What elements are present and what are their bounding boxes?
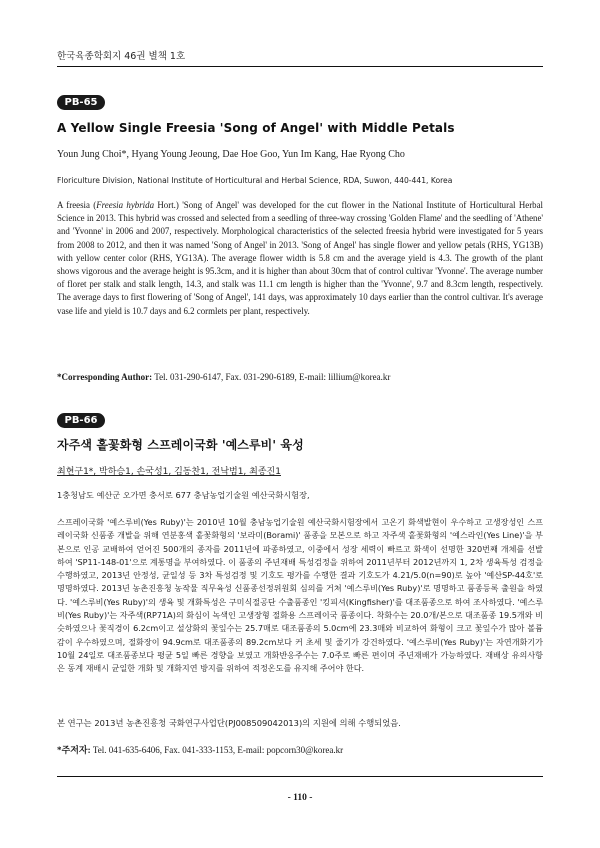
abstract-text-pre: A freesia ( xyxy=(57,200,97,210)
page-number: - 110 - xyxy=(287,793,313,803)
author-list: Youn Jung Choi*, Hyang Young Jeoung, Dae Hoe Goo, Yun Im Kang, Hae Ryong Cho xyxy=(57,149,405,160)
corresponding-author xyxy=(57,743,543,756)
abstract-id-badge: PB-65 xyxy=(57,95,105,110)
footer-rule xyxy=(57,776,543,777)
affiliation: Floriculture Division, National Institute of Horticultural and Herbal Science, RDA, Suwon, 440-441, Korea xyxy=(57,176,453,185)
abstract-title: 자주색 홑꽃화형 스프레이국화 '예스루비' 육성 xyxy=(57,438,304,452)
abstract-id-badge: PB-66 xyxy=(57,413,105,428)
abstract-body: 스프레이국화 '예스루비(Yes Ruby)'는 2010년 10월 충남농업기술원 예산국화시험장에서 고온기 화색발현이 우수하고 고생장성인 스프레이국화 신품종 개발을 위해 연분홍색 홑꽃화형의 '보라미(Borami)' 품종을 모본으로 하고 자주색 홑꽃화형의 '예스라인(Yes Line)'을 부본으로 인공 교배하여 얻어진 500개의 종자를 2011년에 파종하였고, 이중에서 성장 세력이 빠르고 화색이 선명한 320번째 개체를 선발하여 'SP11-148-01'으로 계통명을 부여하였다. 이 품종의 주년재배 특성검정을 위하여 2011년부터 2012년까지 1, 2차 생육특성 검정을 수행하였고, 2013년 안정성, 균일성 등 3차 특성검정 및 기호도 평가를 수행한 결과 기호도가 4.21/5.0(n=90)로 높아 '예산SP-44호'로 명명하였다. 2013년 농촌진흥청 농작물 직무육성 신품종선정위원회 심의를 거쳐 '예스루비(Yes Ruby)'로 명명하고 품종등록 출원을 하였다. '예스루비(Yes Ruby)'의 생육 및 개화특성은 구미식절공단 수출품종인 '킹피셔(Kingfisher)'를 대조품종으로 하여 조사하였다. '예스루비(Yes Ruby)'는 자주색(RP71A)의 화심이 녹색인 고생장형 절화용 스프레이국 품종이다. 착화수는 20.0개/본으로 대조품종 19.5개와 비슷하였으나 꽃직경이 6.2cm이고 설상화의 꽃잎수는 25.7매로 대조품종의 5.0cm에 23.3매와 비교하여 화형이 크고 꽃잎수가 많아 볼륨감이 우수하였으며, 절화장이 94.9cm로 대조품종의 89.2cm보다 커 초세 및 줄기가 강건하였다. '예스루비(Yes Ruby)'는 자연개화기가 10월 24일로 대조품종보다 평균 5일 빠른 경향을 보였고 개화반응주수는 7.0주로 빠른 편이며 주년재배가 가능하였다. 재배상 유의사항은 동계 재배시 균일한 개화 및 개화지연 방지를 위하여 적정온도를 유지해 주어야 한다. xyxy=(57,517,543,674)
corresponding-author-contact: Tel. 031-290-6147, Fax. 031-290-6189, E-mail: lillium@korea.kr xyxy=(152,372,391,382)
corresponding-author xyxy=(57,372,543,382)
affiliation: 1충청남도 예산군 오가면 충서로 677 충남농업기술원 예산국화시험장, xyxy=(57,490,310,500)
corresponding-author-contact: Tel. 041-635-6406, Fax. 041-333-1153, E-mail: popcorn30@korea.kr xyxy=(90,745,344,755)
abstract-title: A Yellow Single Freesia 'Song of Angel' with Middle Petals xyxy=(57,121,455,135)
acknowledgement: 본 연구는 2013년 농촌진흥청 국화연구사업단(PJ008509042013)의 지원에 의해 수행되었음. xyxy=(57,718,401,728)
corresponding-author-label: *Corresponding Author: xyxy=(57,372,153,382)
header-rule xyxy=(57,66,543,67)
abstract-text-post: Hort.) 'Song of Angel' was developed for the cut flower in the National Institute of Horticultural Herbal Science in 2013. This hybrid was crossed and selected from a seedling of three-way crossing 'Golden Flame' and the seedling of 'Athene' and 'Yvonne' in 2006 and 2007, respectively. Morphological characteristics of the selected freesia hybrid were investigated for 5 years from 2008 to 2012, and then it was named 'Song of Angel' in 2013. 'Song of Angel' has single flower and yellow petals (RHS, YG13B) with yellow center color (RHS, YG13A). The average flower width is 5.8 cm and the average yield is 4.3. The growth of the plant shows vigorous and the average height is 95.3cm, and it is higher than about 30cm that of control cultivar 'Yvonne'. The average number of floret per stalk and stalk length, 14.3, and stalk was 11.1 cm length is higher than the 'Yvonne', 9.7 and 8.3cm length, respectively. The average days to first flowering of 'Song of Angel', 141 days, was approximately 10 days earlier than the control cultivar. It's average vase life and yield is 10.7 days and 6.2 cormlets per plant, respectively. xyxy=(57,200,543,316)
species-name: Freesia hybrida xyxy=(96,200,155,210)
author-list: 최현구1*, 박하승1, 손국성1, 김동찬1, 전낙범1, 최종진1 xyxy=(57,467,281,477)
corresponding-author-label: *주저자: xyxy=(57,745,91,755)
journal-header: 한국육종학회지 46권 별책 1호 xyxy=(57,51,186,62)
abstract-body xyxy=(57,199,543,318)
